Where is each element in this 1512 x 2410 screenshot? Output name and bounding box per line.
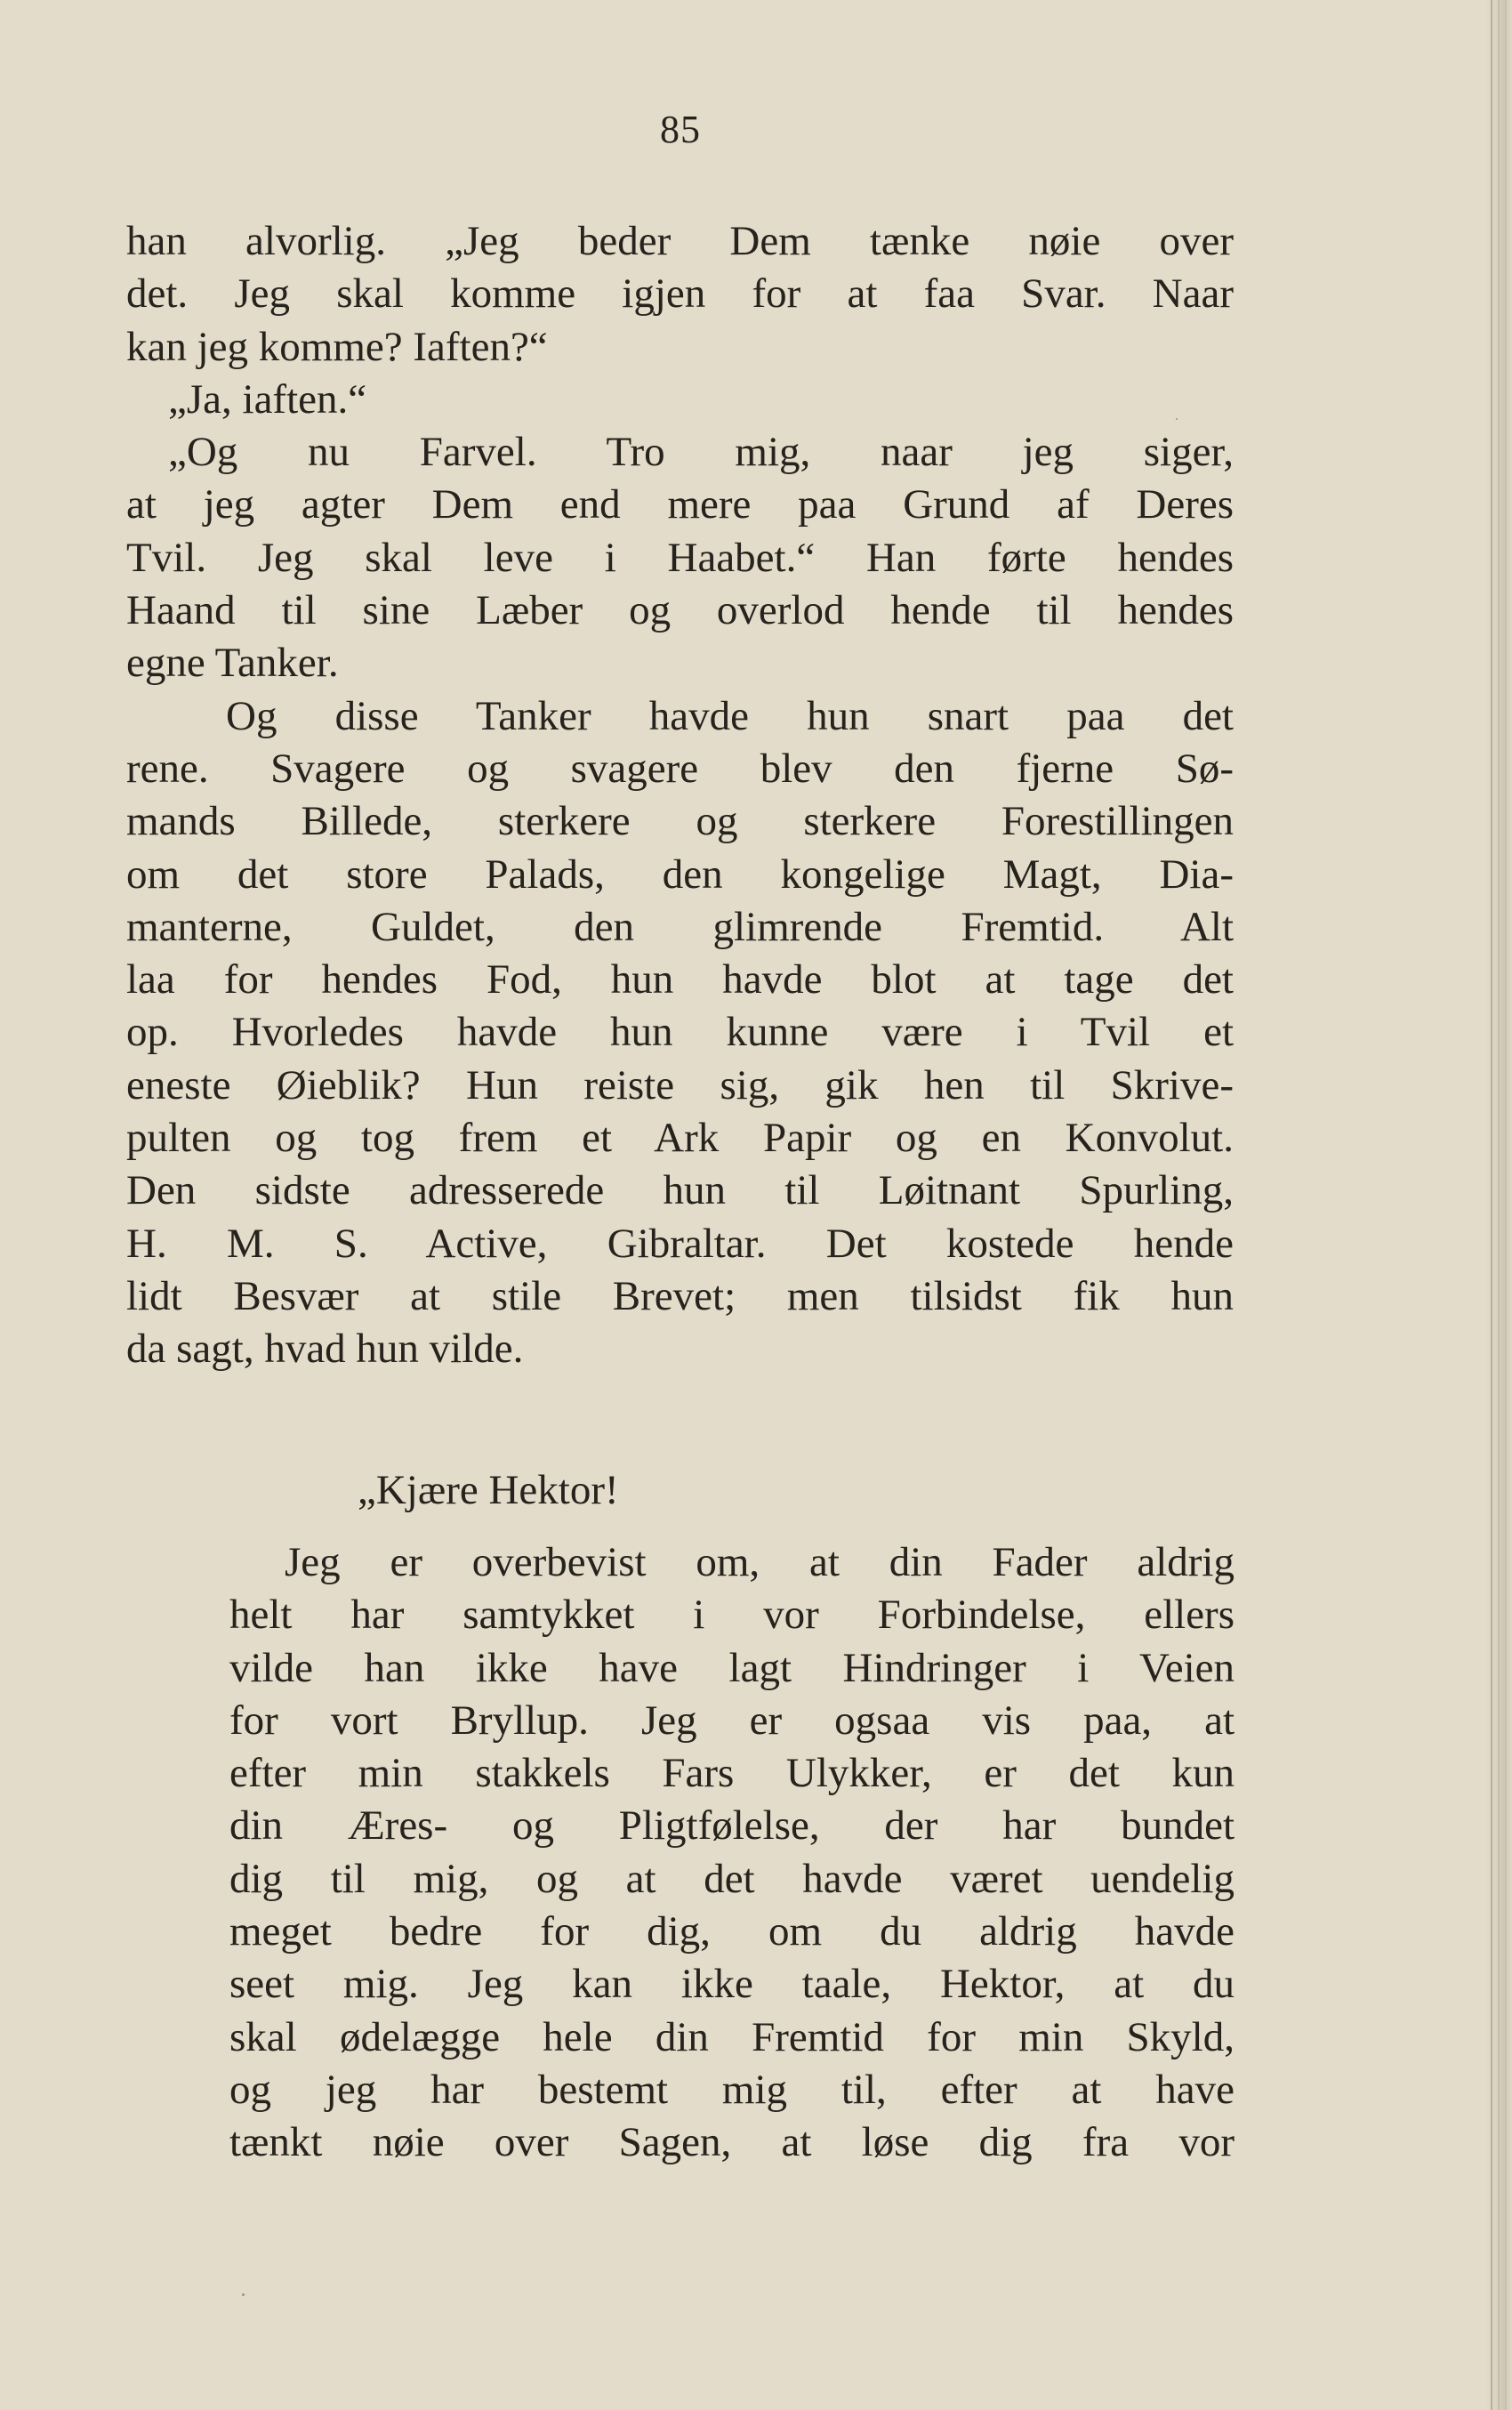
letter-line: meget bedre for dig, om du aldrig havde (229, 1908, 1235, 1955)
text-line: mands Billede, sterkere og sterkere Forestillingen (126, 798, 1234, 845)
letter-line: din Æres- og Pligtfølelse, der har bundet (229, 1802, 1235, 1850)
body-text (126, 215, 1234, 1376)
letter-line: efter min stakkels Fars Ulykker, er det kun (229, 1750, 1235, 1797)
text-line: da sagt, hvad hun vilde. (126, 1326, 524, 1373)
page-number: 85 (660, 108, 701, 151)
text-line: H. M. S. Active, Gibraltar. Det kostede hende (126, 1220, 1234, 1267)
text-line: Tvil. Jeg skal leve i Haabet.“ Han førte hendes (126, 534, 1234, 581)
letter-text (229, 1536, 1235, 2170)
text-line: lidt Besvær at stile Brevet; men tilsidst fik hun (126, 1272, 1234, 1319)
text-line: rene. Svagere og svagere blev den fjerne Sø- (126, 745, 1234, 792)
letter-salutation: „Kjære Hektor! (358, 1467, 619, 1513)
paper-speck (1176, 418, 1178, 420)
text-line: Og disse Tanker havde hun snart paa det (226, 692, 1234, 739)
letter-line: for vort Bryllup. Jeg er ogsaa vis paa, at (229, 1697, 1235, 1744)
text-line: pulten og tog frem et Ark Papir og en Konvolut. (126, 1115, 1234, 1162)
page-edge (1485, 0, 1512, 2410)
text-line: egne Tanker. (126, 640, 339, 687)
text-line: Haand til sine Læber og overlod hende til hendes (126, 587, 1234, 634)
letter-line: helt har samtykket i vor Forbindelse, ellers (229, 1592, 1235, 1639)
text-line: eneste Øieblik? Hun reiste sig, gik hen til Skrive- (126, 1061, 1234, 1108)
letter-line: seet mig. Jeg kan ikke taale, Hektor, at du (229, 1961, 1235, 2008)
text-line: Den sidste adresserede hun til Løitnant Spurling, (126, 1167, 1234, 1214)
text-line: kan jeg komme? Iaften?“ (126, 323, 548, 370)
text-line: op. Hvorledes havde hun kunne være i Tvil et (126, 1009, 1234, 1056)
letter-line: vilde han ikke have lagt Hindringer i Veien (229, 1644, 1235, 1691)
text-line: manterne, Guldet, den glimrende Fremtid. Alt (126, 903, 1234, 950)
text-line: „Ja, iaften.“ (168, 375, 367, 423)
letter-line: og jeg har bestemt mig til, efter at have (229, 2066, 1235, 2113)
text-line: det. Jeg skal komme igjen for at faa Svar. Naar (126, 270, 1234, 318)
letter-line: tænkt nøie over Sagen, at løse dig fra vor (229, 2119, 1235, 2166)
text-line: „Og nu Farvel. Tro mig, naar jeg siger, (168, 429, 1234, 476)
text-line: laa for hendes Fod, hun havde blot at tage det (126, 956, 1234, 1003)
text-line: om det store Palads, den kongelige Magt, Dia- (126, 850, 1234, 898)
text-line: at jeg agter Dem end mere paa Grund af Deres (126, 481, 1234, 528)
text-line: han alvorlig. „Jeg beder Dem tænke nøie over (126, 218, 1234, 264)
letter-line: Jeg er overbevist om, at din Fader aldrig (285, 1539, 1235, 1585)
paper-speck (242, 2293, 245, 2296)
letter-line: dig til mig, og at det havde været uendelig (229, 1855, 1235, 1902)
letter-line: skal ødelægge hele din Fremtid for min Skyld, (229, 2013, 1235, 2060)
